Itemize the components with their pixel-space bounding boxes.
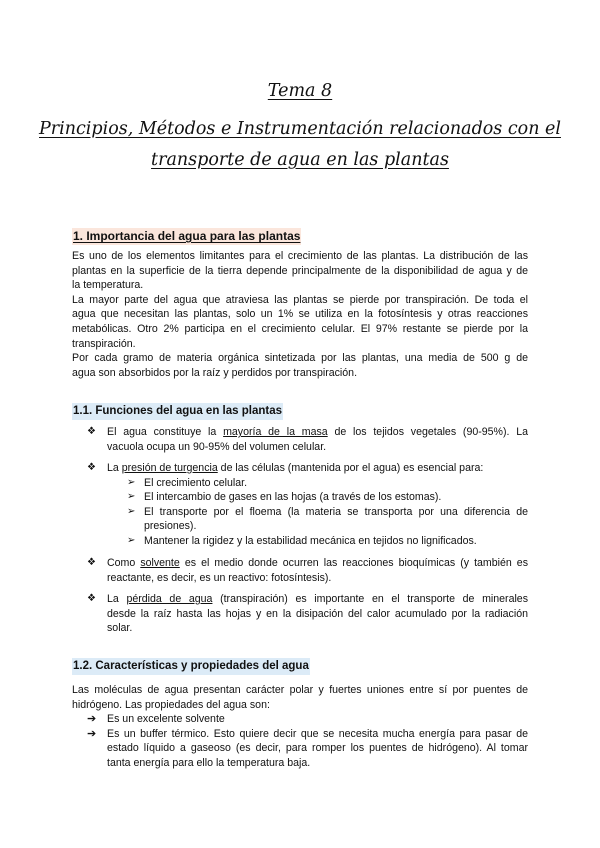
paragraph-line: la temperatura. — [72, 279, 144, 292]
paragraph-line: La mayor parte del agua que atraviesa las plantas se pierde por transpiración. De toda el — [72, 293, 528, 306]
diamond-bullet-icon: ❖ — [87, 593, 96, 604]
paragraph-line: agua son absorbidos por la raíz y perdidos por transpiración. — [72, 366, 358, 379]
paragraph-line: Por cada gramo de materia orgánica sintetizada por las plantas, una media de 500 g de — [72, 352, 528, 365]
sub-bullet-line: Mantener la rigidez y la estabilidad mecánica en tejidos no lignificados. — [144, 535, 477, 547]
property-item: estado líquido a gaseoso (es decir, para romper los puentes de hidrógeno). Al tomar — [107, 742, 528, 755]
paragraph-line: transpiración. — [72, 337, 136, 350]
bullet-line: vacuola ocupa un 90-95% del volumen celular. — [107, 440, 327, 453]
diamond-bullet-icon: ❖ — [87, 462, 96, 473]
bullet-line: reactante, es decir, es un reactivo: fotosíntesis). — [107, 571, 332, 584]
diamond-bullet-icon: ❖ — [87, 557, 96, 568]
paragraph-line: agua que necesitan las plantas, solo un 1% se utiliza en la fotosíntesis y otras reacciones — [72, 308, 528, 321]
bullet-line: La pérdida de agua (transpiración) es importante en el transporte de minerales — [107, 593, 528, 605]
bullet-line: El agua constituye la mayoría de la masa de los tejidos vegetales (90-95%). La — [107, 426, 528, 438]
arrowhead-bullet-icon: ➢ — [127, 505, 136, 517]
arrow-bullet-icon: ➔ — [87, 713, 97, 726]
paragraph-line: metabólicas. Otro 2% participa en el crecimiento celular. El 97% restante se pierde por la — [72, 323, 528, 335]
section-1-1-heading: 1.1. Funciones del agua en las plantas — [72, 403, 283, 420]
arrow-bullet-icon: ➔ — [87, 727, 97, 740]
sub-bullet-line: El crecimiento celular. — [144, 476, 248, 489]
diamond-bullet-icon: ❖ — [87, 426, 96, 437]
bullet-line: desde la raíz hasta las hojas y en la disipación del calor acumulado por la radiación — [107, 607, 528, 620]
sub-bullet-line: El intercambio de gases en las hojas (a través de los estomas). — [144, 491, 442, 504]
arrowhead-bullet-icon: ➢ — [127, 535, 136, 546]
section-1-heading: 1. Importancia del agua para las plantas — [73, 229, 301, 243]
paragraph-line: plantas en la superficie de la tierra depende principalmente de la disponibilidad de agua y de — [72, 264, 528, 277]
sub-bullet-line: El transporte por el floema (la materia se transporta por una diferencia de — [144, 505, 528, 518]
section-1-2-heading: 1.2. Características y propiedades del agua — [72, 658, 310, 675]
doc-title: Tema 8 — [267, 81, 333, 101]
property-item: tanta energía para ello la temperatura baja. — [107, 757, 311, 769]
paragraph-line: hidrógeno. Las propiedades del agua son: — [72, 698, 270, 711]
bullet-line: solar. — [107, 622, 133, 635]
paragraph-line: Las moléculas de agua presentan carácter polar y fuertes uniones entre sí por puentes de — [72, 684, 528, 696]
property-item: Es un excelente solvente — [107, 713, 225, 726]
paragraph-line: Es uno de los elementos limitantes para el crecimiento de las plantas. La distribución de las — [72, 250, 528, 262]
arrowhead-bullet-icon: ➢ — [127, 491, 136, 503]
arrowhead-bullet-icon: ➢ — [127, 476, 136, 488]
bullet-line: Como solvente es el medio donde ocurren las reacciones bioquímicas (y también es — [107, 557, 528, 569]
sub-bullet-line: presiones). — [144, 520, 197, 533]
property-item: Es un buffer térmico. Esto quiere decir que se necesita mucha energía para pasar de — [107, 727, 528, 740]
doc-subtitle-line-1: Principios, Métodos e Instrumentación relacionados con el — [39, 119, 561, 139]
doc-subtitle-line-2: transporte de agua en las plantas — [151, 150, 449, 170]
bullet-line: La presión de turgencia de las células (mantenida por el agua) es esencial para: — [107, 462, 484, 474]
